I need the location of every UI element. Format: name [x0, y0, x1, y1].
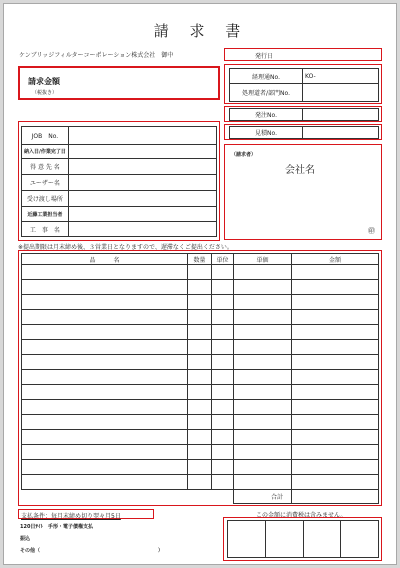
items-table-frame	[18, 250, 382, 506]
deadline-note: ※提出期限は月末締め後、３営業日となりますので、遅滞なくご提出ください。	[18, 244, 233, 251]
customer-name-label: 得 意 先 名	[22, 159, 69, 175]
qty-cell[interactable]	[188, 280, 212, 295]
unit-price-cell[interactable]	[234, 430, 292, 445]
qty-cell[interactable]	[188, 310, 212, 325]
biller-company: 会社名	[285, 165, 315, 176]
invoice-amount-box[interactable]	[18, 66, 220, 100]
unit-cell[interactable]	[212, 415, 234, 430]
item-name-cell[interactable]	[22, 445, 188, 460]
item-name-cell[interactable]	[22, 475, 188, 490]
invoice-amount-label: 請求金額	[28, 77, 60, 86]
job-no-field[interactable]	[68, 127, 216, 145]
order-no-field[interactable]	[303, 109, 379, 121]
col-header-item: 品 名	[22, 254, 188, 265]
unit-cell[interactable]	[212, 325, 234, 340]
unit-cell[interactable]	[212, 340, 234, 355]
stamp-box-3[interactable]	[303, 521, 341, 558]
unit-cell[interactable]	[212, 310, 234, 325]
unit-price-cell[interactable]	[234, 355, 292, 370]
staff-label: 近藤工業担当者	[22, 207, 69, 222]
stamp-box-2[interactable]	[265, 521, 303, 558]
qty-cell[interactable]	[188, 355, 212, 370]
management-no-field[interactable]: KO-	[303, 69, 379, 84]
qty-cell[interactable]	[188, 340, 212, 355]
delivery-date-label: 納入日/作業完了日	[22, 145, 69, 159]
item-name-cell[interactable]	[22, 340, 188, 355]
unit-price-cell[interactable]	[234, 310, 292, 325]
unit-price-cell[interactable]	[234, 385, 292, 400]
amount-cell[interactable]	[292, 475, 379, 490]
estimate-no-label: 見積No.	[230, 127, 303, 139]
table-row	[22, 370, 379, 385]
unit-price-cell[interactable]	[234, 265, 292, 280]
amount-cell[interactable]	[292, 430, 379, 445]
amount-cell[interactable]	[292, 325, 379, 340]
qty-cell[interactable]	[188, 385, 212, 400]
col-header-unit: 単位	[212, 254, 234, 265]
left-fields-group	[18, 121, 220, 241]
amount-cell[interactable]	[292, 265, 379, 280]
biller-label: （請求者）	[231, 152, 257, 158]
delivery-date-field[interactable]	[68, 145, 216, 159]
payment-terms-box	[18, 509, 154, 519]
stamp-box-4[interactable]	[341, 521, 379, 558]
customer-name-field[interactable]	[68, 159, 216, 175]
stamp-box-1[interactable]	[228, 521, 266, 558]
unit-cell[interactable]	[212, 370, 234, 385]
item-name-cell[interactable]	[22, 370, 188, 385]
unit-price-cell[interactable]	[234, 415, 292, 430]
payment-terms: 支払条件：毎月末締め切り翌々月5日	[21, 513, 121, 520]
payment-option-bill: 120日ｻｲﾄ 手形・電子債権支払	[20, 524, 93, 530]
unit-price-cell[interactable]	[234, 370, 292, 385]
item-name-cell[interactable]	[22, 460, 188, 475]
delivery-place-label: 受け渡し場所	[22, 191, 69, 207]
tax-note: この金額に消費税は含みません。	[256, 512, 347, 519]
col-header-unit-price: 単価	[234, 254, 292, 265]
table-row	[22, 430, 379, 445]
issue-date-label: 発行日	[255, 53, 274, 60]
unit-cell[interactable]	[212, 475, 234, 490]
item-name-cell[interactable]	[22, 325, 188, 340]
amount-cell[interactable]	[292, 460, 379, 475]
unit-cell[interactable]	[212, 460, 234, 475]
table-row	[22, 445, 379, 460]
unit-cell[interactable]	[212, 400, 234, 415]
unit-cell[interactable]	[212, 385, 234, 400]
unit-price-cell[interactable]	[234, 280, 292, 295]
payment-option-transfer: 振込	[20, 536, 31, 542]
delivery-place-field[interactable]	[68, 191, 216, 207]
user-name-field[interactable]	[68, 175, 216, 191]
total-blank	[22, 490, 234, 504]
table-row	[22, 475, 379, 490]
qty-cell[interactable]	[188, 475, 212, 490]
table-row	[22, 385, 379, 400]
qty-cell[interactable]	[188, 400, 212, 415]
approval-stamp-frame	[223, 517, 382, 561]
item-name-cell[interactable]	[22, 310, 188, 325]
page-title: 請 求 書	[153, 22, 249, 40]
amount-cell[interactable]	[292, 445, 379, 460]
unit-cell[interactable]	[212, 355, 234, 370]
items-table	[21, 253, 379, 504]
unit-price-cell[interactable]	[234, 325, 292, 340]
unit-price-cell[interactable]	[234, 475, 292, 490]
amount-cell[interactable]	[292, 340, 379, 355]
table-row	[22, 415, 379, 430]
col-header-amount: 金額	[292, 254, 379, 265]
table-row	[22, 280, 379, 295]
amount-cell[interactable]	[292, 370, 379, 385]
biller-box[interactable]	[224, 144, 382, 240]
table-row	[22, 400, 379, 415]
unit-price-cell[interactable]	[234, 340, 292, 355]
staff-field[interactable]	[68, 207, 216, 222]
item-name-cell[interactable]	[22, 430, 188, 445]
unit-cell[interactable]	[212, 430, 234, 445]
table-row	[22, 325, 379, 340]
unit-price-cell[interactable]	[234, 295, 292, 310]
total-label: 合計	[234, 490, 292, 504]
qty-cell[interactable]	[188, 415, 212, 430]
item-name-cell[interactable]	[22, 355, 188, 370]
item-name-cell[interactable]	[22, 280, 188, 295]
item-name-cell[interactable]	[22, 295, 188, 310]
unit-price-cell[interactable]	[234, 400, 292, 415]
amount-cell[interactable]	[292, 400, 379, 415]
table-row	[22, 460, 379, 475]
amount-cell[interactable]	[292, 415, 379, 430]
right-fields-group	[224, 64, 382, 104]
project-name-field[interactable]	[68, 222, 216, 237]
item-name-cell[interactable]	[22, 400, 188, 415]
table-row	[22, 340, 379, 355]
table-row	[22, 295, 379, 310]
amount-cell[interactable]	[292, 385, 379, 400]
user-name-label: ユーザー名	[22, 175, 69, 191]
amount-cell[interactable]	[292, 355, 379, 370]
estimate-no-field[interactable]	[303, 127, 379, 139]
order-no-group	[224, 106, 382, 122]
job-no-label: JOB No.	[22, 127, 69, 145]
qty-cell[interactable]	[188, 295, 212, 310]
unit-price-cell[interactable]	[234, 445, 292, 460]
invoice-paper	[3, 3, 397, 565]
qty-cell[interactable]	[188, 445, 212, 460]
qty-cell[interactable]	[188, 325, 212, 340]
item-name-cell[interactable]	[22, 385, 188, 400]
invoice-amount-sublabel: （税抜き）	[32, 90, 58, 96]
processing-dept-field[interactable]	[303, 84, 379, 102]
payment-option-other-close: ）	[158, 548, 164, 554]
amount-cell[interactable]	[292, 295, 379, 310]
item-name-cell[interactable]	[22, 415, 188, 430]
issue-date-field[interactable]	[224, 48, 382, 61]
total-amount-cell[interactable]	[292, 490, 379, 504]
col-header-qty: 数量	[188, 254, 212, 265]
total-row	[22, 490, 379, 504]
unit-cell[interactable]	[212, 280, 234, 295]
item-name-cell[interactable]	[22, 265, 188, 280]
payment-option-other: その他（	[20, 548, 41, 554]
unit-cell[interactable]	[212, 295, 234, 310]
order-no-label: 発注No.	[230, 109, 303, 121]
unit-price-cell[interactable]	[234, 460, 292, 475]
qty-cell[interactable]	[188, 460, 212, 475]
unit-cell[interactable]	[212, 265, 234, 280]
recipient-name: ケンブリッジフィルターコーポレーション株式会社 御中	[19, 52, 174, 59]
amount-cell[interactable]	[292, 280, 379, 295]
table-row	[22, 310, 379, 325]
unit-cell[interactable]	[212, 445, 234, 460]
processing-dept-label: 処理道者/部門No.	[230, 84, 303, 102]
qty-cell[interactable]	[188, 370, 212, 385]
table-row	[22, 355, 379, 370]
estimate-no-group	[224, 124, 382, 140]
amount-cell[interactable]	[292, 310, 379, 325]
qty-cell[interactable]	[188, 265, 212, 280]
table-row	[22, 265, 379, 280]
seal-mark: ㊞	[368, 227, 375, 235]
project-name-label: 工 事 名	[22, 222, 69, 237]
management-no-label: 経理通No.	[230, 69, 303, 84]
qty-cell[interactable]	[188, 430, 212, 445]
